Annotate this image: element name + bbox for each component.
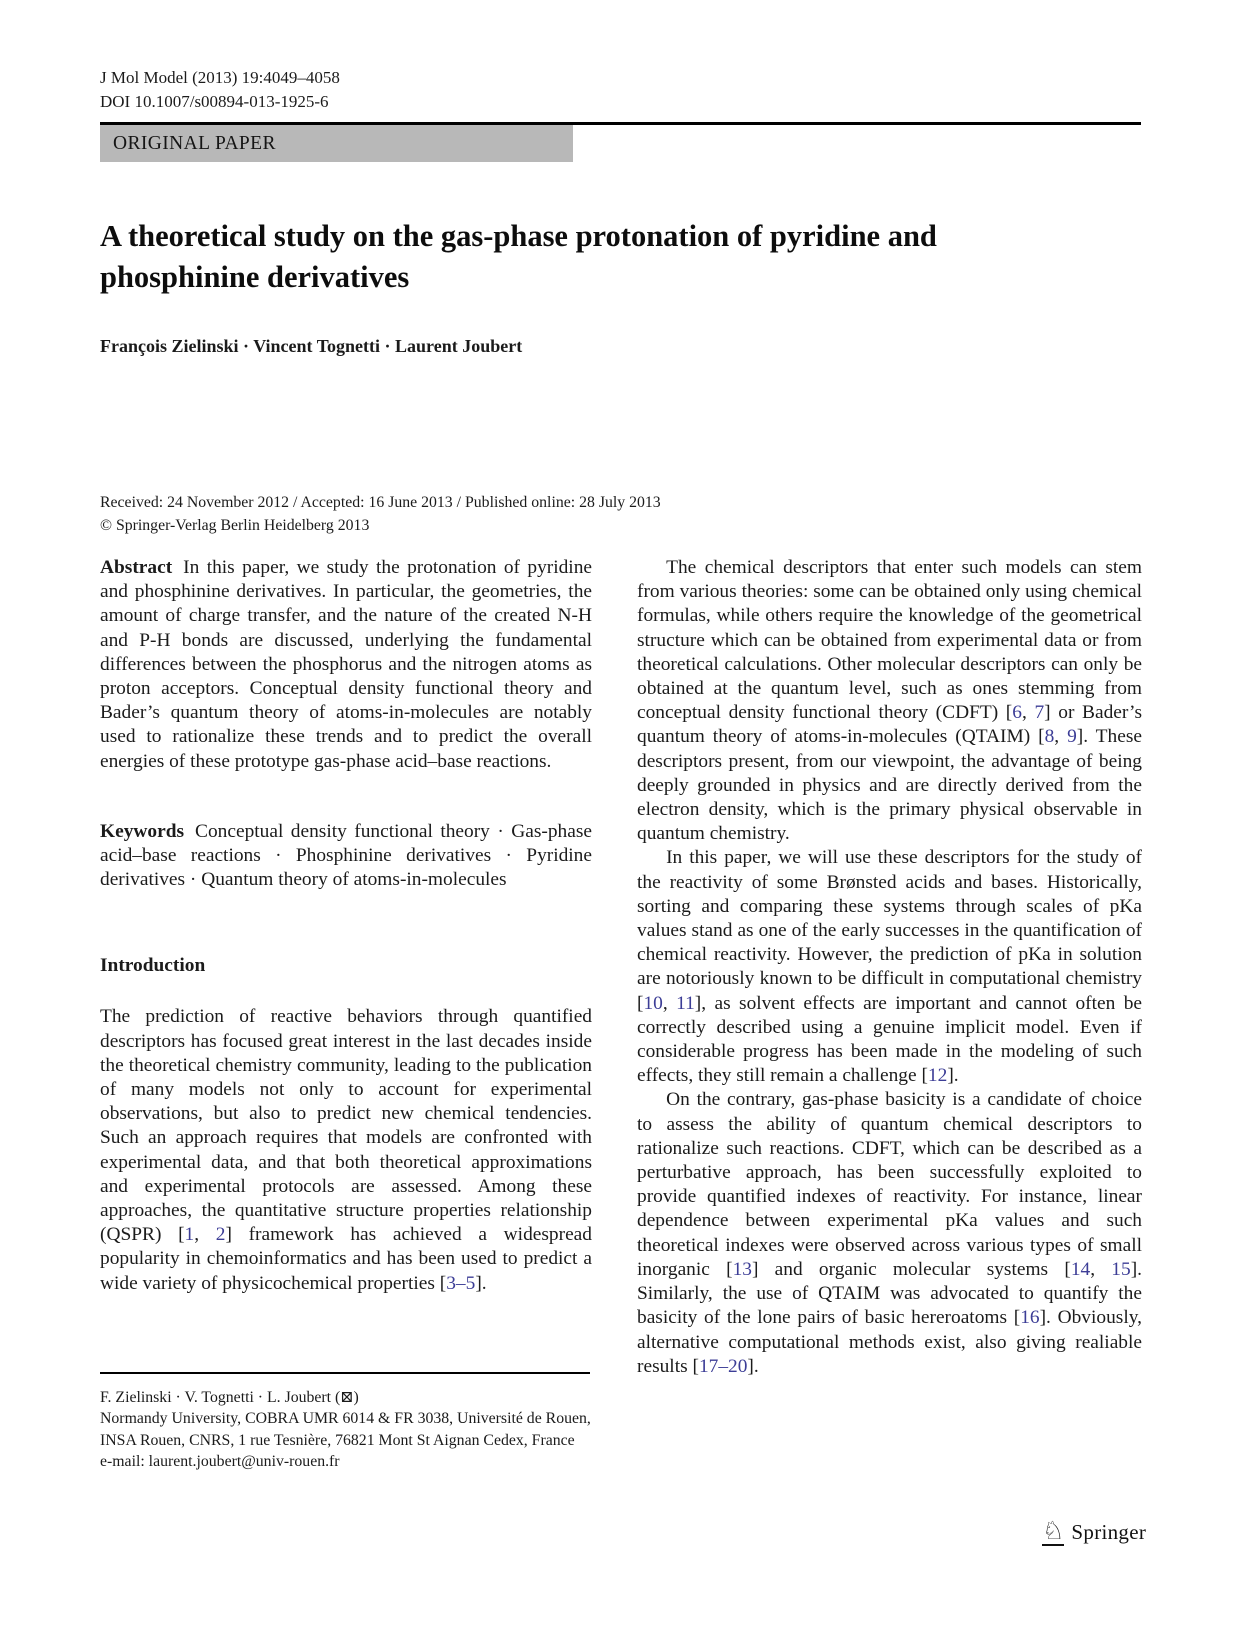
citation-link[interactable]: 11 (676, 992, 695, 1014)
footnote-affiliation: Normandy University, COBRA UMR 6014 & FR 3038, Université de Rouen, INSA Rouen, CNRS, 1 rue Tesnière, 76821 Mont St Aignan Cedex, France (100, 1410, 591, 1449)
page-header (100, 66, 340, 114)
article-title: A theoretical study on the gas-phase protonation of pyridine and phosphinine derivatives (100, 219, 937, 294)
envelope-icon: ⊠ (340, 1389, 354, 1406)
citation-link[interactable]: 2 (215, 1224, 226, 1246)
citation-link[interactable]: 1 (184, 1224, 195, 1246)
abstract-label: Abstract (100, 557, 173, 578)
article-type-banner (100, 125, 573, 162)
copyright-line: © Springer-Verlag Berlin Heidelberg 2013 (100, 516, 370, 534)
article-type-label: ORIGINAL PAPER (113, 132, 276, 154)
citation-link[interactable]: 14 (1070, 1258, 1091, 1280)
citation-link[interactable]: 3–5 (446, 1272, 476, 1294)
left-column (100, 556, 592, 1379)
footnote-rule (100, 1372, 590, 1374)
right-column (637, 556, 1142, 1379)
citation-link[interactable]: 13 (732, 1258, 752, 1280)
abstract-text: In this paper, we study the protonation of pyridine and phosphinine derivatives. In particular, the geometries, the amount of charge transfer, and the nature of the created N-H and P-H bonds are discussed, underlying the fundamental differences between the phosphorus and the nitrogen atoms as proton acceptors. Conceptual density functional theory and Bader’s quantum theory of atoms-in-molecules are notably used to rationalize these trends and to predict the overall energies of these prototype gas-phase acid–base reactions. (100, 557, 592, 772)
introduction-paragraph: The prediction of reactive behaviors through quantified descriptors has focused great interest in the last decades inside the theoretical chemistry community, leading to the publication of many models not only to account for experimental observations, but also to predict new chemical tendencies. Such an approach requires that models are confronted with experimental data, and that both theoretical approximations and experimental protocols are assessed. Among these approaches, the quantitative structure properties relationship (QSPR) [1, 2] framework has achieved a widespread popularity in chemoinformatics and has been used to predict a wide variety of physicochemical properties [3–5]. (100, 1006, 592, 1294)
keywords-text: Conceptual density functional theory · Gas-phase acid–base reactions · Phosphinine derivatives · Pyridine derivatives · Quantum theory of atoms-in-molecules (100, 820, 592, 891)
citation-link[interactable]: 12 (927, 1065, 948, 1087)
publisher-name: Springer (1071, 1519, 1147, 1544)
received-accepted-line: Received: 24 November 2012 / Accepted: 16 June 2013 / Published online: 28 July 2013 (100, 494, 661, 511)
correspondence-footnote (100, 1372, 592, 1472)
citation-link[interactable]: 8 (1044, 726, 1055, 748)
body-columns (100, 556, 1142, 1379)
springer-knight-icon: ♘ (1042, 1516, 1065, 1545)
footnote-authors: F. Zielinski · V. Tognetti · L. Joubert (⊠) (100, 1389, 359, 1406)
keywords-paragraph (100, 820, 592, 893)
doi-line: DOI 10.1007/s00894-013-1925-6 (100, 92, 329, 111)
body-paragraph: On the contrary, gas-phase basicity is a candidate of choice to assess the ability of quantum chemical descriptors to rationalize such reactions. CDFT, which can be described as a perturbative approach, has been successfully exploited to provide quantified indexes of reactivity. For instance, linear dependence between experimental pKa values and such theoretical indexes were observed across various types of small inorganic [13] and organic molecular systems [14, 15]. Similarly, the use of QTAIM was advocated to quantify the basicity of the lone pairs of basic hereroatoms [16]. Obviously, alternative computational methods exist, also giving realiable results [17–20]. (637, 1089, 1142, 1377)
journal-reference: J Mol Model (2013) 19:4049–4058 (100, 68, 340, 87)
citation-link[interactable]: 10 (643, 992, 663, 1014)
citation-link[interactable]: 17–20 (698, 1355, 748, 1377)
springer-logo (1042, 1518, 1146, 1546)
footnote-email: e-mail: laurent.joubert@univ-rouen.fr (100, 1452, 340, 1470)
publication-dates (100, 492, 661, 537)
authors-line: François Zielinski · Vincent Tognetti · Laurent Joubert (100, 336, 523, 356)
introduction-heading: Introduction (100, 955, 206, 977)
body-paragraph: The chemical descriptors that enter such models can stem from various theories: some can be obtained only using chemical formulas, while others require the knowledge of the geometrical structure which can be obtained from experimental data or from theoretical calculations. Other molecular descriptors can only be obtained at the quantum level, such as ones stemming from conceptual density functional theory (CDFT) [6, 7] or Bader’s quantum theory of atoms-in-molecules (QTAIM) [8, 9]. These descriptors present, from our viewpoint, the advantage of being deeply grounded in physics and are directly derived from the electron density, which is the primary physical observable in quantum chemistry. (637, 557, 1142, 845)
citation-link[interactable]: 6 (1012, 702, 1022, 724)
keywords-label: Keywords (100, 820, 185, 842)
citation-link[interactable]: 9 (1067, 726, 1077, 748)
body-paragraph: In this paper, we will use these descriptors for the study of the reactivity of some Brønsted acids and bases. Historically, sorting and comparing these systems through scales of pKa values stand as one of the early successes in the quantification of chemical reactivity. However, the prediction of pKa in solution are notoriously known to be difficult in computational chemistry [10, 11], as solvent effects are important and cannot often be correctly described using a genuine implicit model. Even if considerable progress has been made in the modeling of such effects, they still remain a challenge [12]. (637, 847, 1142, 1087)
citation-link[interactable]: 16 (1020, 1307, 1040, 1329)
citation-link[interactable]: 7 (1034, 702, 1045, 724)
citation-link[interactable]: 15 (1111, 1258, 1131, 1280)
abstract-paragraph (100, 556, 592, 774)
